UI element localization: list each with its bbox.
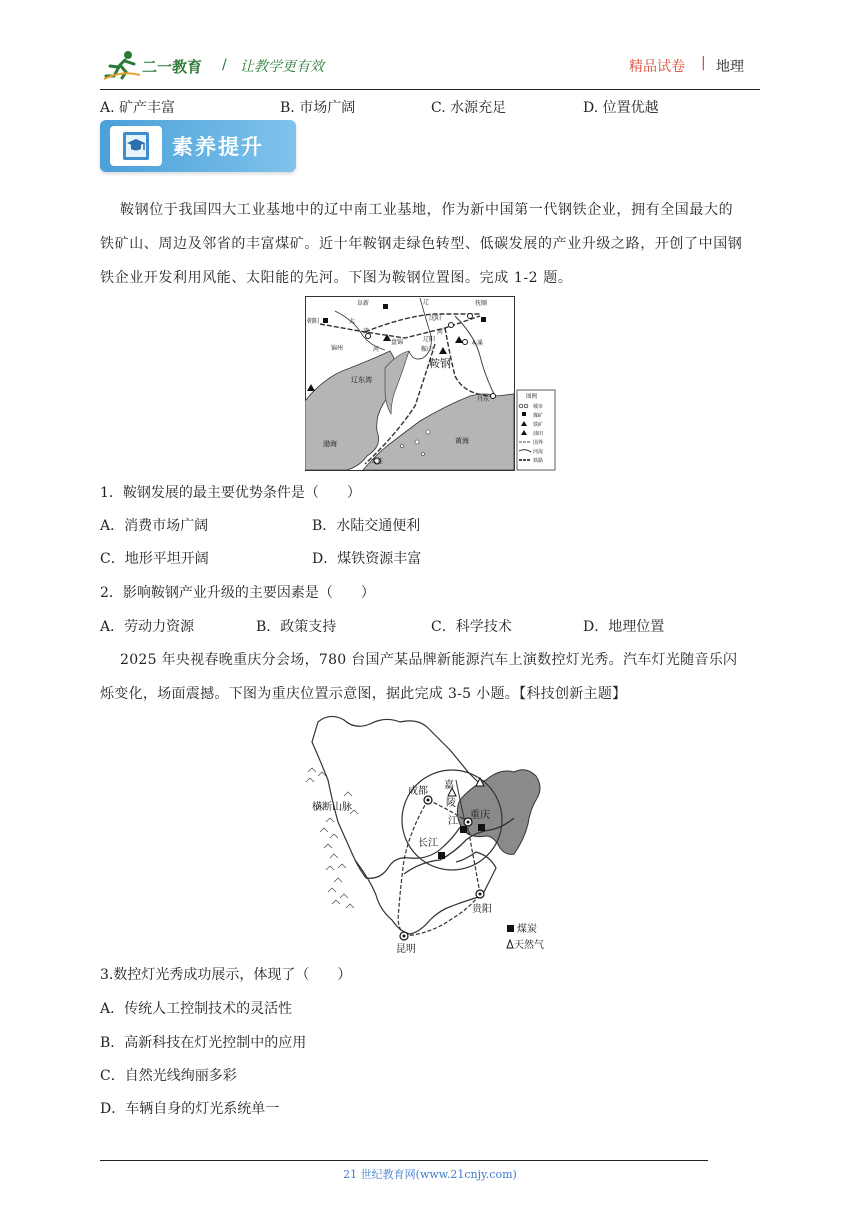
q3-option-a[interactable]: A．传统人工控制技术的灵活性 xyxy=(100,1001,293,1017)
anshan-location-map xyxy=(305,296,557,472)
intro2-line1: 2025 年央视春晚重庆分会场，780 台国产某品牌新能源汽车上演数控灯光秀。汽车灯光随音乐闪 xyxy=(120,652,738,668)
legend-coal-icon xyxy=(507,925,514,932)
island xyxy=(401,445,404,448)
q2-option-c[interactable]: C．科学技术 xyxy=(431,619,512,635)
label-hengduan: 横断山脉 xyxy=(312,802,352,813)
label-ling: 陵 xyxy=(446,798,456,809)
kunming-marker-dot xyxy=(403,935,406,938)
header-rule xyxy=(100,89,760,90)
legend-city: 城市 xyxy=(533,404,544,410)
city-marker xyxy=(449,323,454,328)
label-river-he1: 河 xyxy=(373,346,380,353)
runner-logo-icon xyxy=(104,50,140,80)
slogan-slash: / xyxy=(222,57,227,73)
label-shenyang: 沈阳 xyxy=(429,315,442,322)
badge-icon-box xyxy=(110,126,162,166)
q3-option-d[interactable]: D．车辆自身的灯光系统单一 xyxy=(100,1101,280,1117)
label-changjiang: 长江 xyxy=(418,838,438,849)
label-anshan: 鞍山 xyxy=(421,346,434,353)
premium-tag: 精品试卷 xyxy=(629,59,685,75)
label-fushun: 抚顺 xyxy=(475,300,488,307)
legend-oil: 油田 xyxy=(533,431,544,437)
legend-border: 国界 xyxy=(533,440,544,446)
coal-marker xyxy=(460,826,467,833)
q1-option-b[interactable]: B．水陆交通便利 xyxy=(312,518,421,534)
label-benxi: 本溪 xyxy=(471,340,484,347)
legend-title: 图例 xyxy=(526,394,538,400)
legend-city-icon xyxy=(524,404,528,408)
island xyxy=(426,430,430,434)
label-dalian: 大连 xyxy=(371,458,384,465)
q1-option-a[interactable]: A．消费市场广阔 xyxy=(100,518,209,534)
label-chongqing: 重庆 xyxy=(470,810,490,821)
label-yellow-sea: 黄海 xyxy=(455,437,469,445)
coal-mine-marker xyxy=(383,304,388,309)
option-c: C. 水源充足 xyxy=(431,100,507,116)
legend-railway: 铁路 xyxy=(533,458,544,464)
q1-option-c[interactable]: C．地形平坦开阔 xyxy=(100,551,209,567)
city-marker xyxy=(491,394,496,399)
coal-marker xyxy=(478,824,485,831)
book-graduation-cap-icon xyxy=(110,126,162,166)
label-fuxin: 阜新 xyxy=(357,300,370,307)
legend-gas-icon xyxy=(507,940,513,948)
label-bohai: 渤海 xyxy=(323,440,337,448)
q2-option-a[interactable]: A．劳动力资源 xyxy=(100,619,195,635)
intro2-line2: 烁变化，场面震撼。下图为重庆位置示意图，据此完成 3-5 小题。【科技创新主题】 xyxy=(100,686,627,702)
footer-text[interactable]: 21 世纪教育网(www.21cnjy.com) xyxy=(343,1168,517,1181)
label-river-liao: 辽 xyxy=(423,299,430,306)
label-jiang: 江 xyxy=(448,816,458,827)
q2-option-d[interactable]: D．地理位置 xyxy=(583,619,665,635)
label-liaoyang: 辽阳 xyxy=(423,336,436,343)
chengdu-marker-dot xyxy=(427,799,430,802)
label-jinzhou: 锦州 xyxy=(331,345,344,352)
q1-stem: 1．鞍钢发展的最主要优势条件是（ ） xyxy=(100,485,361,501)
intro1-line2: 铁矿山、周边及邻省的丰富煤矿。近十年鞍钢走绿色转型、低碳发展的产业升级之路，开创了中国钢 xyxy=(100,236,743,252)
label-panjin: 盘锦 xyxy=(391,339,404,346)
option-d: D. 位置优越 xyxy=(583,100,659,116)
legend-coal: 煤炭 xyxy=(517,924,537,935)
q1-option-d[interactable]: D．煤铁资源丰富 xyxy=(312,551,422,567)
legend-coal-icon xyxy=(522,412,526,416)
guiyang-marker-dot xyxy=(479,893,482,896)
label-liaodong-bay: 辽东湾 xyxy=(351,376,372,384)
q2-stem: 2．影响鞍钢产业升级的主要因素是（ ） xyxy=(100,585,375,601)
option-a: A. 矿产丰富 xyxy=(100,100,176,116)
chongqing-location-map xyxy=(300,710,555,955)
section-title: 素养提升 xyxy=(172,135,264,159)
q3-stem: 3.数控灯光秀成功展示，体现了（ ） xyxy=(100,967,352,983)
slogan: 让教学更有效 xyxy=(240,59,324,75)
header-separator: | xyxy=(701,55,706,71)
label-jia: 嘉 xyxy=(444,780,454,791)
label-chaoyang: 朝阳 xyxy=(307,318,320,325)
q2-option-b[interactable]: B．政策支持 xyxy=(256,619,337,635)
legend-gas: 天然气 xyxy=(514,940,544,951)
label-dandong: 丹东 xyxy=(477,396,490,403)
option-b: B. 市场广阔 xyxy=(280,100,356,116)
railway xyxy=(468,828,480,894)
label-guiyang: 贵阳 xyxy=(472,904,492,915)
label-angang: 鞍钢 xyxy=(429,357,451,370)
legend-city-icon xyxy=(519,404,523,408)
city-marker xyxy=(463,340,468,345)
subject-label: 地理 xyxy=(716,59,744,75)
island xyxy=(422,453,425,456)
q3-option-c[interactable]: C．自然光线绚丽多彩 xyxy=(100,1068,237,1084)
city-marker xyxy=(468,314,473,319)
legend-iron: 铁矿 xyxy=(533,422,544,428)
intro1-line1: 鞍钢位于我国四大工业基地中的辽中南工业基地，作为新中国第一代钢铁企业，拥有全国最大的 xyxy=(120,202,734,218)
logo-text: 二一教育 xyxy=(142,58,203,76)
intro1-line3: 铁企业开发利用风能、太阳能的先河。下图为鞍钢位置图。完成 1-2 题。 xyxy=(100,270,573,286)
label-river-da: 大 xyxy=(349,318,356,325)
q3-option-b[interactable]: B．高新科技在灯光控制中的应用 xyxy=(100,1035,307,1051)
island xyxy=(415,440,419,444)
label-kunming: 昆明 xyxy=(396,944,416,955)
coal-mine-marker xyxy=(481,317,486,322)
coal-mine-marker xyxy=(323,318,328,323)
label-river-ling: 凌 xyxy=(363,328,370,335)
legend-river: 河流 xyxy=(533,449,544,455)
coal-marker xyxy=(438,852,445,859)
label-chengdu: 成都 xyxy=(408,786,428,797)
legend-coal: 煤矿 xyxy=(533,413,544,419)
footer-rule xyxy=(100,1160,708,1161)
label-river-he2: 河 xyxy=(437,329,444,336)
